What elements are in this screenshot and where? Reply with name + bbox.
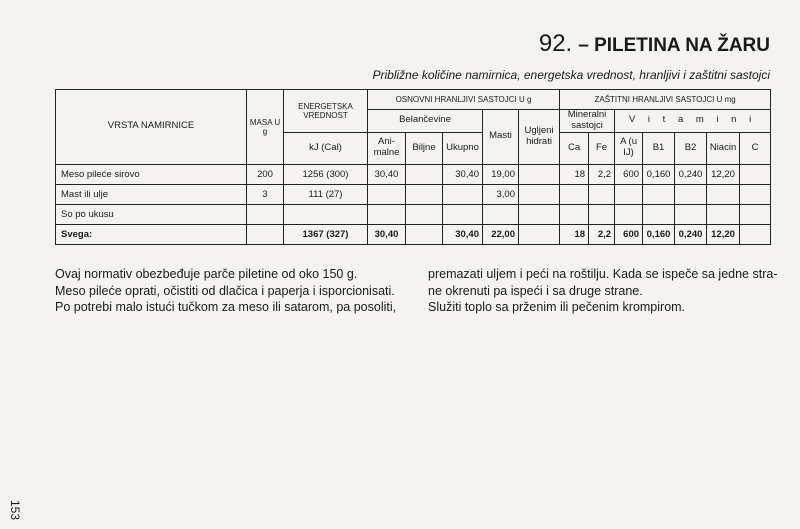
cell-b2: 0,240 [675,164,707,184]
header-osnovni: OSNOVNI HRANLJIVI SASTOJCI U g [368,90,560,110]
cell-masti [483,204,519,224]
header-kj: kJ (Cal) [284,132,368,164]
header-vrsta: VRSTA NAMIRNICE [56,90,247,165]
header-a: A (u IJ) [615,132,643,164]
cell-b1 [643,204,675,224]
cell-b1: 0,160 [643,224,675,244]
instruction-line: premazati uljem i peći na roštilju. Kada se ispeče sa jedne stra- [428,267,778,281]
cell-ugljeni [519,204,560,224]
cell-c [740,224,771,244]
instruction-line: Služiti toplo sa prženim ili pečenim krompirom. [428,300,686,314]
cell-b2 [675,204,707,224]
cell-masti: 22,00 [483,224,519,244]
instruction-line: Meso pileće oprati, očistiti od dlačica i paperja i isporcionisati. [55,283,395,298]
header-biljne: Biljne [406,132,443,164]
instruction-line: Po potrebi malo istući tučkom za meso ili satarom, pa posoliti, [55,300,397,314]
cell-masa [247,204,284,224]
cell-b1: 0,160 [643,164,675,184]
cell-fe [589,204,615,224]
cell-name: Meso pileće sirovo [56,164,247,184]
instructions-left-column [55,266,396,316]
cell-masa: 3 [247,184,284,204]
header-c: C [740,132,771,164]
cell-name: Mast ili ulje [56,184,247,204]
cell-a [615,204,643,224]
header-b2: B2 [675,132,707,164]
cell-ca: 18 [560,224,589,244]
cell-niacin [707,184,740,204]
cell-c [740,164,771,184]
recipe-subtitle: Približne količine namirnica, energetska vrednost, hranljivi i zaštitni sastojci [372,68,770,82]
cell-b2 [675,184,707,204]
header-animalne: Ani-malne [368,132,406,164]
cell-biljne [406,184,443,204]
table-header-row [56,90,771,110]
header-b1: B1 [643,132,675,164]
cell-fe: 2,2 [589,164,615,184]
cell-b1 [643,184,675,204]
cell-ugljeni [519,184,560,204]
cell-animalne [368,184,406,204]
cell-masti: 3,00 [483,184,519,204]
header-masti: Masti [483,110,519,165]
header-ukupno: Ukupno [443,132,483,164]
cell-fe [589,184,615,204]
cell-energy: 1256 (300) [284,164,368,184]
table-row [56,164,771,184]
cell-ca [560,184,589,204]
header-zastitni: ZAŠTITNI HRANLJIVI SASTOJCI U mg [560,90,771,110]
recipe-name: – PILETINA NA ŽARU [578,35,770,56]
cell-b2: 0,240 [675,224,707,244]
table-row [56,184,771,204]
cell-ugljeni [519,224,560,244]
cell-energy [284,204,368,224]
cell-ukupno [443,204,483,224]
cell-a [615,184,643,204]
cell-biljne [406,204,443,224]
header-fe: Fe [589,132,615,164]
cell-a: 600 [615,164,643,184]
nutrition-table [55,89,771,245]
cell-niacin: 12,20 [707,164,740,184]
cell-energy: 111 (27) [284,184,368,204]
cell-ukupno [443,184,483,204]
recipe-title [539,30,770,58]
header-ca: Ca [560,132,589,164]
cell-masa: 200 [247,164,284,184]
cell-a: 600 [615,224,643,244]
cell-ca [560,204,589,224]
cell-masa [247,224,284,244]
instructions-right-column [428,266,777,316]
cell-animalne: 30,40 [368,164,406,184]
cell-energy: 1367 (327) [284,224,368,244]
recipe-number: 92. [538,30,573,57]
cell-ukupno: 30,40 [443,164,483,184]
instruction-line: ne okrenuti pa ispeći i sa druge strane. [428,283,643,298]
header-masa: MASA U g [247,90,284,165]
header-belancevine: Belančevine [368,110,483,133]
cell-animalne [368,204,406,224]
header-energetska: ENERGETSKA VREDNOST [284,90,368,133]
header-ugljeni: Ugljeni hidrati [519,110,560,165]
cell-ukupno: 30,40 [443,224,483,244]
header-mineralni: Mineralni sastojci [560,110,615,133]
table-total-row [56,224,771,244]
cell-c [740,184,771,204]
cell-fe: 2,2 [589,224,615,244]
page-number: 153 [8,500,22,521]
cell-masti: 19,00 [483,164,519,184]
cell-ca: 18 [560,164,589,184]
header-niacin: Niacin [707,132,740,164]
cell-animalne: 30,40 [368,224,406,244]
cell-name: So po ukusu [56,204,247,224]
header-vitamini: V i t a m i n i [615,110,771,133]
cell-niacin: 12,20 [707,224,740,244]
cell-ugljeni [519,164,560,184]
cell-c [740,204,771,224]
instruction-line: Ovaj normativ obezbeđuje parče piletine od oko 150 g. [55,267,358,281]
cell-biljne [406,164,443,184]
cell-name: Svega: [56,224,247,244]
table-row [56,204,771,224]
cell-niacin [707,204,740,224]
cell-biljne [406,224,443,244]
